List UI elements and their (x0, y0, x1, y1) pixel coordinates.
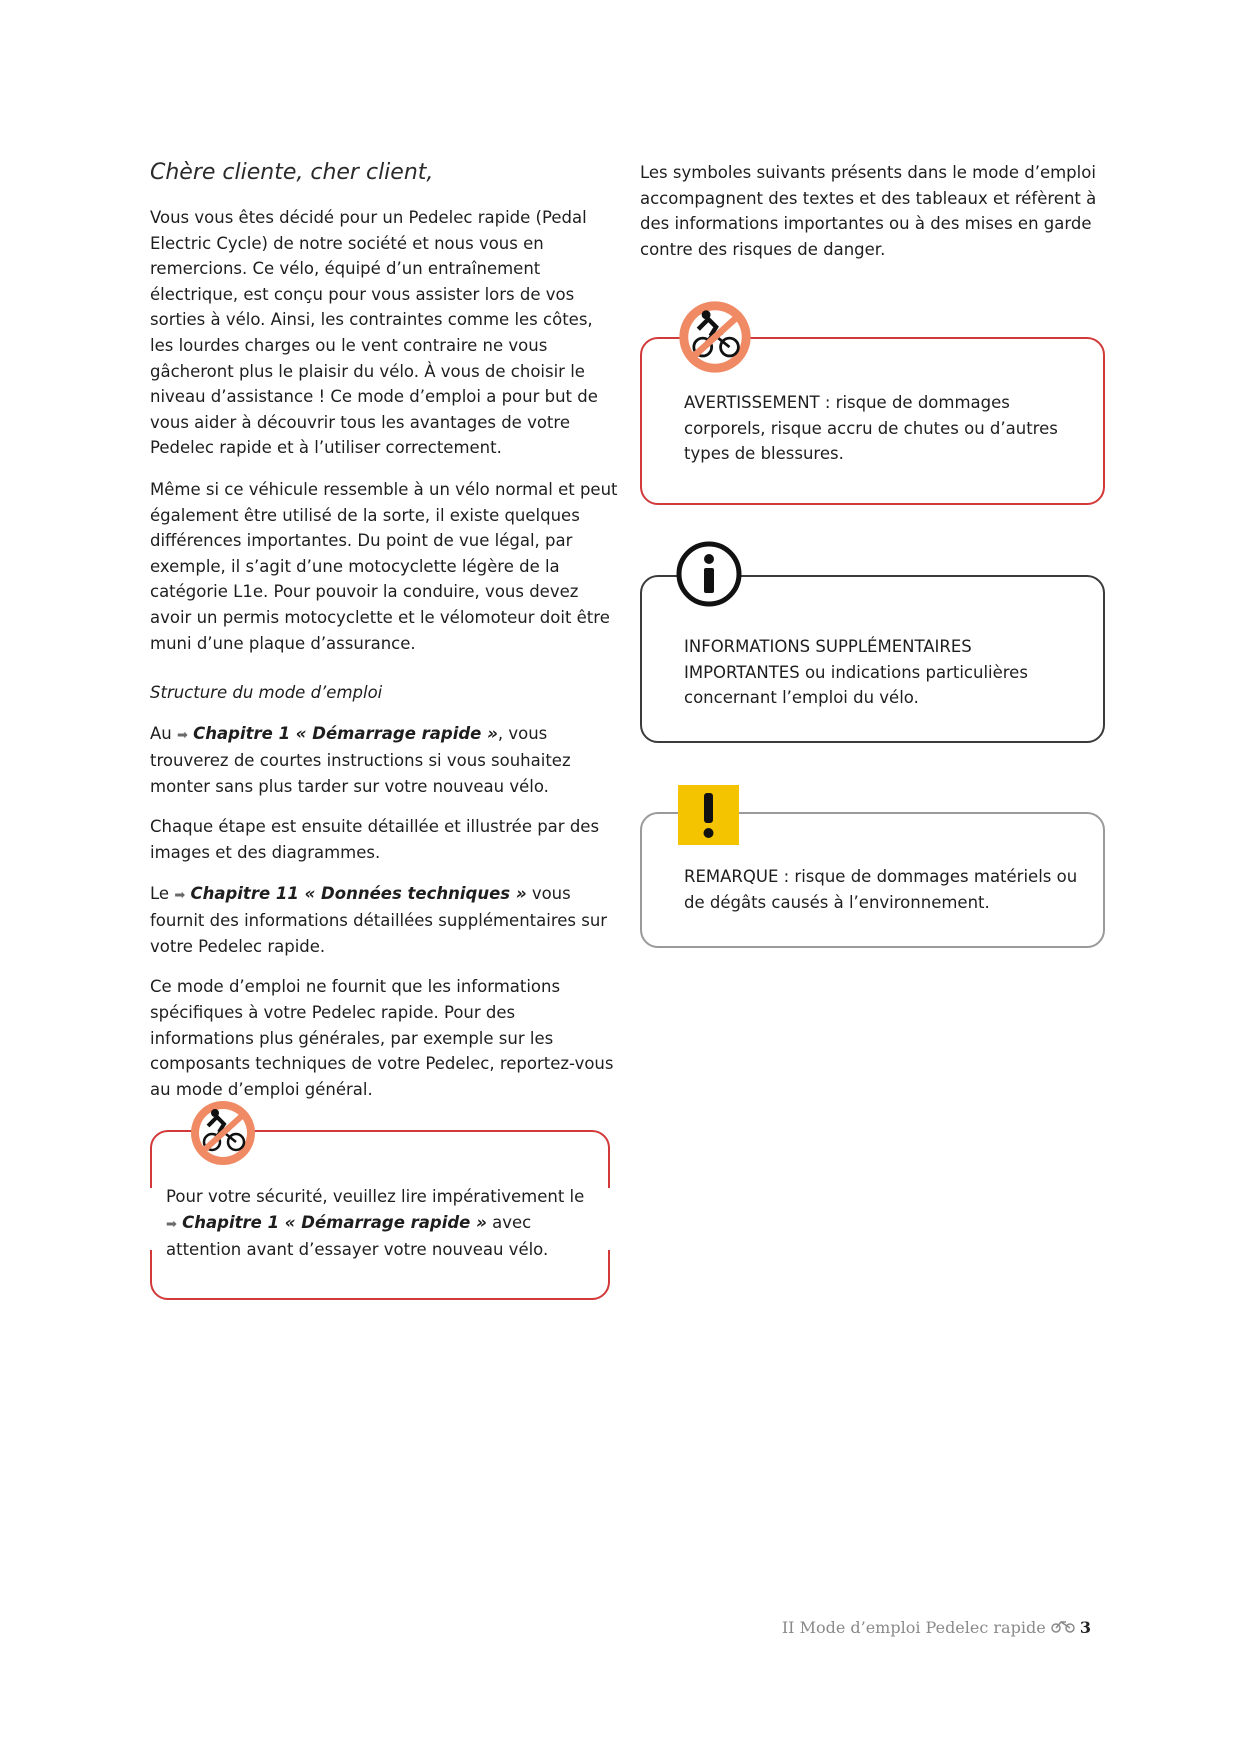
info-text (684, 634, 1084, 711)
symbols-intro: Les symboles suivants présents dans le mode d’emploi accompagnent des textes et des tableaux et réfèrent à des informations importantes ou à des mises en garde contre des risques de danger. (640, 163, 1097, 259)
bike-warning-icon (676, 298, 754, 380)
info-rest: ou indications particulières concernant l’emploi du vélo. (684, 662, 1028, 708)
warning-text: AVERTISSEMENT : risque de dommages corporels, risque accru de chutes ou d’autres types de blessures. (684, 393, 1058, 464)
page-number: 3 (1079, 1618, 1091, 1637)
chapter1-paragraph (150, 721, 620, 800)
arrow-icon: ➡ (177, 727, 188, 743)
steps-paragraph: Chaque étape est ensuite détaillée et illustrée par des images et des diagrammes. (150, 817, 600, 863)
legal-paragraph: Même si ce véhicule ressemble à un vélo normal et peut également être utilisé de la sorte, il existe quelques différences importantes. Du point de vue légal, par exemple, il s’agit d’une motocyclette légère de la catégorie L1e. Pour pouvoir la conduire, vous devez avoir un permis motocyclette et le vélomoteur doit être muni d’une plaque d’assurance. (150, 479, 618, 653)
chapter1-link[interactable]: Chapitre 1 « Démarrage rapide » (193, 723, 498, 743)
p3-suffix: , vous trouverez de courtes instructions si vous souhaitez monter sans plus tarder sur votre nouveau vélo. (150, 723, 571, 796)
safety-chapter-link[interactable]: Chapitre 1 « Démarrage rapide » (182, 1212, 487, 1232)
greeting-heading: Chère cliente, cher client, (150, 160, 434, 185)
page-footer (782, 1618, 1091, 1637)
info-icon (676, 541, 742, 611)
note-text: REMARQUE : risque de dommages matériels ou de dégâts causés à l’environnement. (684, 867, 1078, 912)
arrow-icon: ➡ (174, 887, 186, 903)
structure-subheading: Structure du mode d’emploi (150, 683, 383, 703)
chapter11-paragraph (150, 881, 620, 960)
p5-suffix: vous fournit des informations détaillées supplémentaires sur votre Pedelec rapide. (150, 883, 608, 956)
specific-info-paragraph: Ce mode d’emploi ne fournit que les informations spécifiques à votre Pedelec rapide. Pour des informations plus générales, par exemple sur les composants techniques de votre Pedelec, reportez-vous au mode d’emploi général. (150, 977, 614, 1099)
exclamation-icon (678, 785, 739, 845)
bike-warning-icon (188, 1098, 258, 1172)
safety-suffix: avec attention avant d’essayer votre nouveau vélo. (166, 1212, 549, 1260)
chapter11-link[interactable]: Chapitre 11 « Données techniques » (190, 883, 527, 903)
info-caps: INFORMATIONS SUPPLÉMENTAIRES IMPORTANTES (684, 637, 972, 682)
arrow-icon: ➡ (166, 1216, 177, 1232)
p3-prefix: Au (150, 723, 172, 743)
safety-prefix: Pour votre sécurité, veuillez lire impérativement le (166, 1187, 585, 1206)
safety-text (166, 1184, 586, 1263)
p5-prefix: Le (150, 883, 170, 903)
footer-title: II Mode d’emploi Pedelec rapide (781, 1618, 1046, 1637)
bike-small-icon (1051, 1618, 1080, 1637)
left-column (150, 205, 620, 1117)
intro-paragraph: Vous vous êtes décidé pour un Pedelec rapide (Pedal Electric Cycle) de notre société et nous vous en remercions. Ce vélo, équipé d’un entraînement électrique, est conçu pour vous assister lors de vos sorties à vélo. Ainsi, les contraintes comme les côtes, les lourdes charges ou le vent contraire ne vous gâcheront plus le plaisir du vélo. À vous de choisir le niveau d’assistance ! Ce mode d’emploi a pour but de vous aider à découvrir tous les avantages de votre Pedelec rapide et à l’utiliser correctement. (150, 208, 598, 458)
